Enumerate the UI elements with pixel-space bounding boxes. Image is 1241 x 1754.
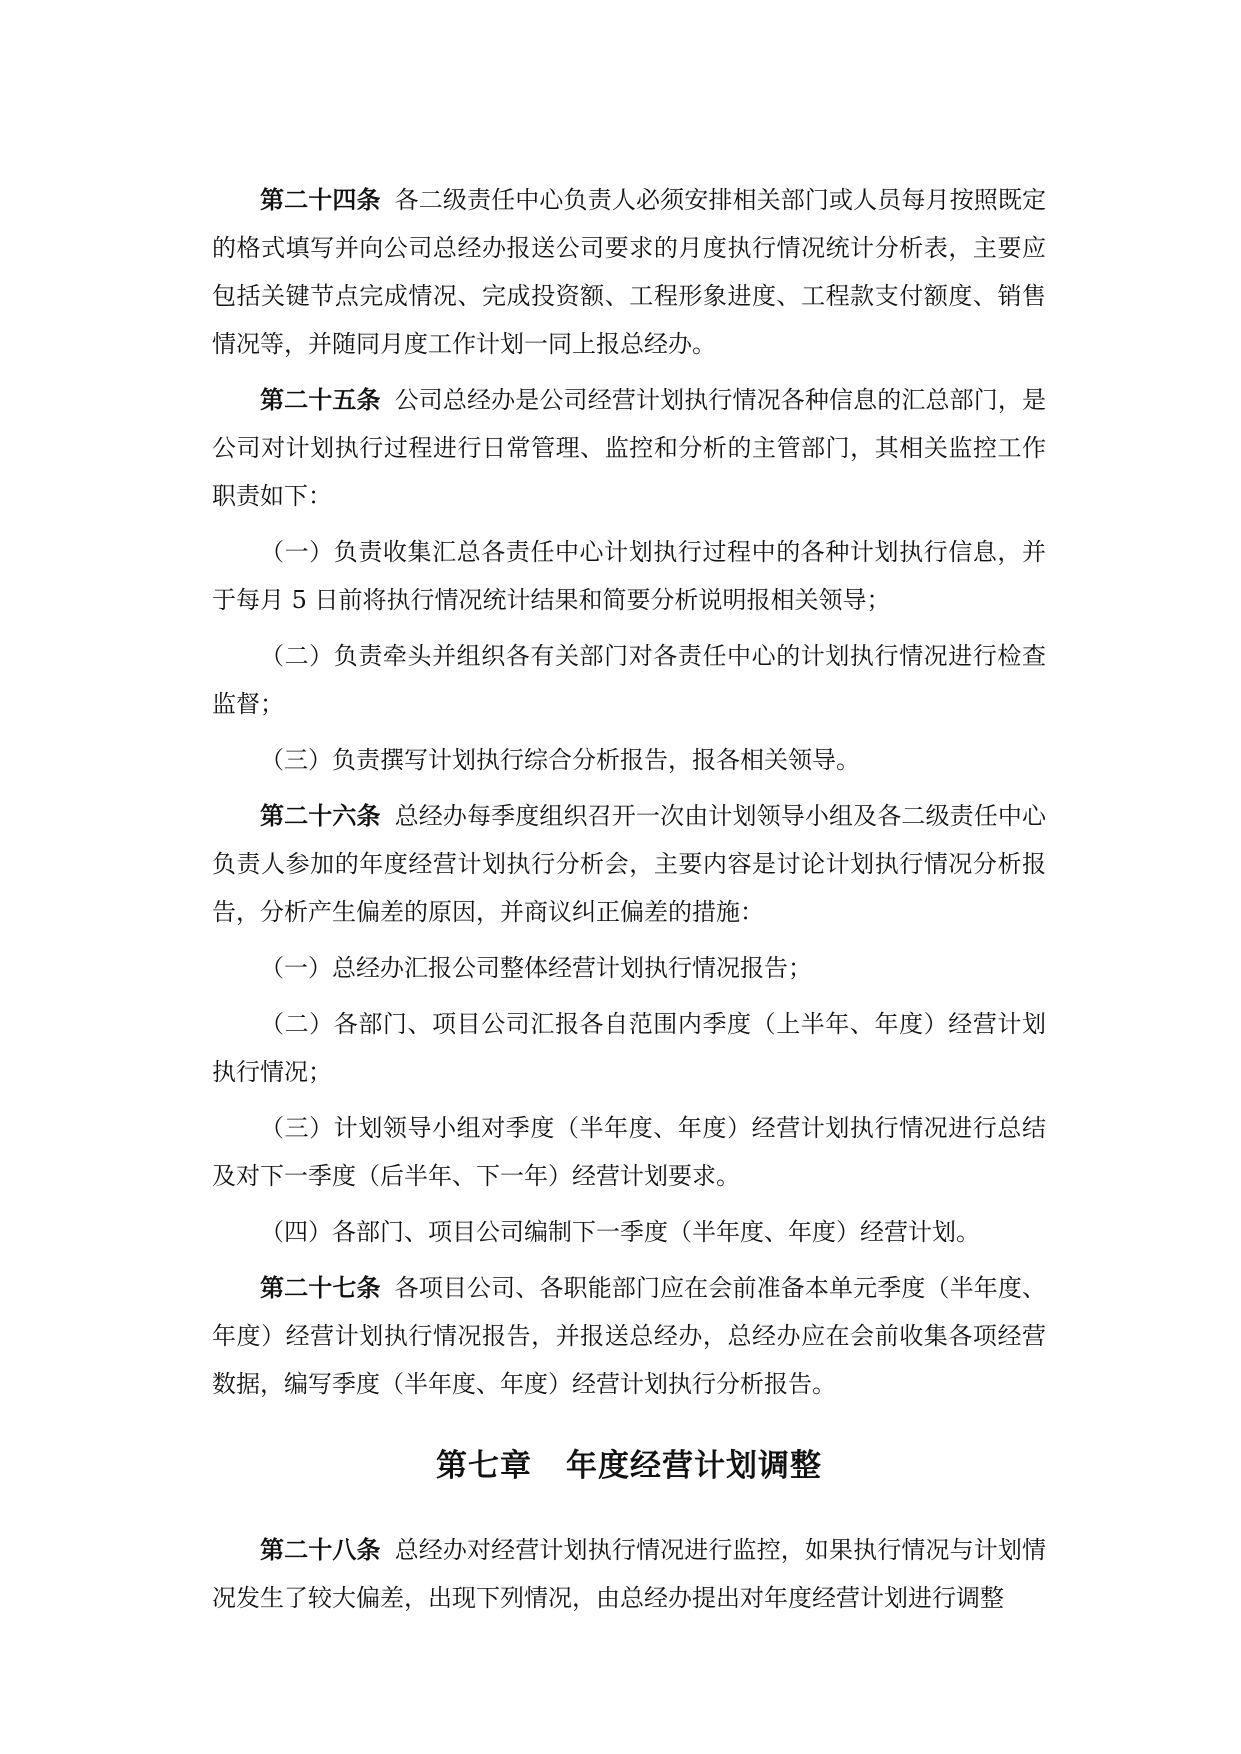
article-27 [212, 1264, 1046, 1408]
article-25 [212, 376, 1046, 520]
article-24-heading: 第二十四条 [260, 185, 381, 214]
article-25-item-2: （二）负责牵头并组织各有关部门对各责任中心的计划执行情况进行检查监督； [212, 642, 1046, 718]
chapter-heading [212, 1442, 1046, 1490]
article-25-item-3: （三）负责撰写计划执行综合分析报告，报各相关领导。 [260, 746, 860, 774]
chapter-title: 年度经营计划调整 [566, 1448, 822, 1484]
article-26-item-4: （四）各部门、项目公司编制下一季度（半年度、年度）经营计划。 [260, 1218, 980, 1246]
article-24-body: 各二级责任中心负责人必须安排相关部门或人员每月按照既定的格式填写并向公司总经办报送公司要求的月度执行情况统计分析表，主要应包括关键节点完成情况、完成投资额、工程形象进度、工程款支付额度、销售情况等，并随同月度工作计划一同上报总经办。 [212, 186, 1047, 358]
article-27-heading: 第二十七条 [260, 1273, 381, 1302]
article-25-heading: 第二十五条 [260, 385, 381, 414]
document-body [212, 176, 1046, 1630]
article-26-heading: 第二十六条 [260, 801, 381, 830]
article-26-item-3: （三）计划领导小组对季度（半年度、年度）经营计划执行情况进行总结及对下一季度（后半年、下一年）经营计划要求。 [212, 1114, 1046, 1190]
article-25-body: 公司总经办是公司经营计划执行情况各种信息的汇总部门，是公司对计划执行过程进行日常管理、监控和分析的主管部门，其相关监控工作职责如下： [212, 386, 1047, 510]
article-28-body: 总经办对经营计划执行情况进行监控，如果执行情况与计划情况发生了较大偏差，出现下列情况，由总经办提出对年度经营计划进行调整 [212, 1536, 1047, 1612]
article-26-item-2: （二）各部门、项目公司汇报各自范围内季度（上半年、年度）经营计划执行情况； [212, 1010, 1046, 1086]
article-28 [212, 1526, 1046, 1622]
article-26 [212, 792, 1046, 936]
chapter-number: 第七章 [436, 1448, 532, 1484]
article-27-body: 各项目公司、各职能部门应在会前准备本单元季度（半年度、年度）经营计划执行情况报告，并报送总经办，总经办应在会前收集各项经营数据，编写季度（半年度、年度）经营计划执行分析报告。 [212, 1274, 1047, 1398]
article-25-item-1: （一）负责收集汇总各责任中心计划执行过程中的各种计划执行信息，并于每月 5 日前将执行情况统计结果和简要分析说明报相关领导； [212, 538, 1046, 614]
article-28-heading: 第二十八条 [260, 1535, 381, 1564]
article-26-item-1: （一）总经办汇报公司整体经营计划执行情况报告； [260, 954, 812, 982]
article-24 [212, 176, 1046, 368]
article-26-body: 总经办每季度组织召开一次由计划领导小组及各二级责任中心负责人参加的年度经营计划执行分析会，主要内容是讨论计划执行情况分析报告，分析产生偏差的原因，并商议纠正偏差的措施： [212, 802, 1047, 926]
